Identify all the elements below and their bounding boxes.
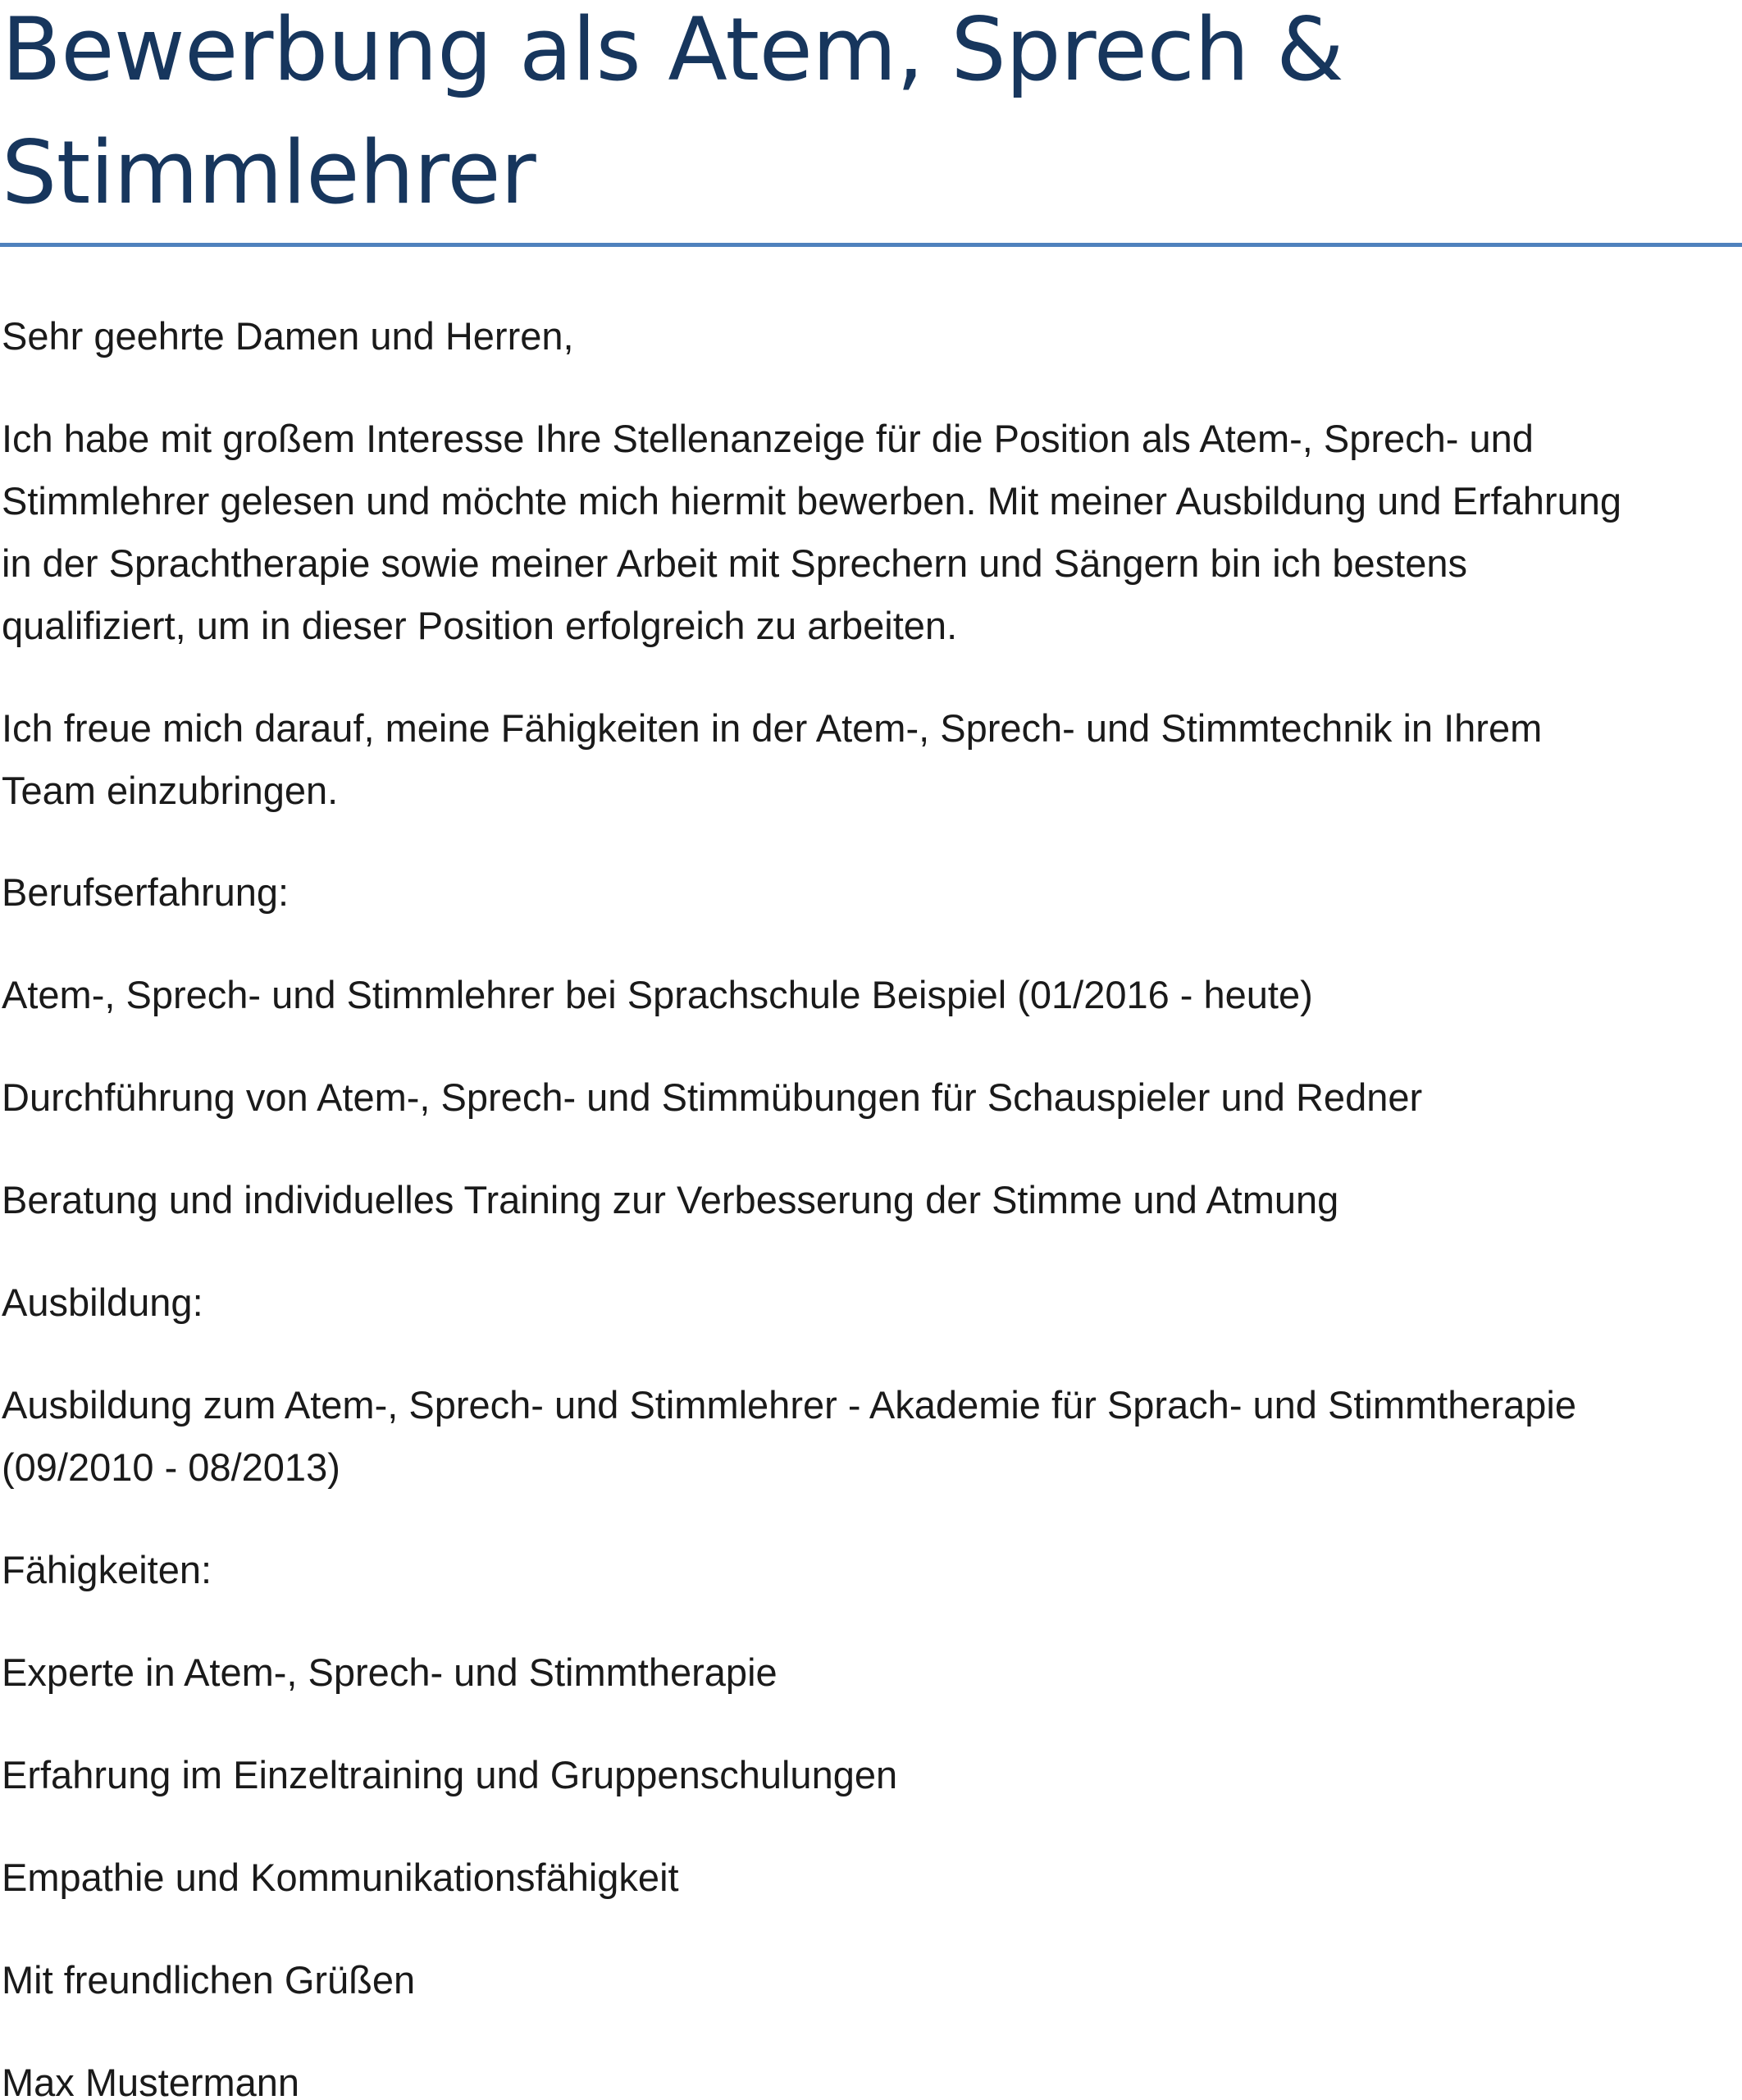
motivation-paragraph bbox=[2, 697, 1739, 822]
title-line-2: Stimmlehrer bbox=[2, 122, 536, 223]
document-title bbox=[2, 0, 1724, 235]
intro-line-3: in der Sprachtherapie sowie meiner Arbeit mit Sprechern und Sängern bin ich bestens bbox=[2, 541, 1468, 585]
salutation: Sehr geehrte Damen und Herren, bbox=[2, 314, 574, 358]
motivation-line-1: Ich freue mich darauf, meine Fähigkeiten in der Atem-, Sprech- und Stimmtechnik in Ihrem bbox=[2, 706, 1543, 750]
experience-item-1: Atem-, Sprech- und Stimmlehrer bei Sprachschule Beispiel (01/2016 - heute) bbox=[2, 973, 1313, 1016]
skills-item-1: Experte in Atem-, Sprech- und Stimmtherapie bbox=[2, 1650, 778, 1694]
title-line-1: Bewerbung als Atem, Sprech & bbox=[2, 0, 1344, 100]
intro-line-4: qualifiziert, um in dieser Position erfolgreich zu arbeiten. bbox=[2, 604, 958, 647]
intro-line-2: Stimmlehrer gelesen und möchte mich hiermit bewerben. Mit meiner Ausbildung und Erfahrung bbox=[2, 479, 1621, 523]
skills-heading: Fähigkeiten: bbox=[2, 1548, 212, 1591]
education-line-2: (09/2010 - 08/2013) bbox=[2, 1445, 340, 1489]
intro-paragraph bbox=[2, 408, 1739, 657]
experience-item-3: Beratung und individuelles Training zur Verbesserung der Stimme und Atmung bbox=[2, 1178, 1339, 1221]
motivation-line-2: Team einzubringen. bbox=[2, 769, 339, 812]
skills-item-2: Erfahrung im Einzeltraining und Gruppenschulungen bbox=[2, 1753, 898, 1796]
signature-name: Max Mustermann bbox=[2, 2061, 300, 2100]
education-line-1: Ausbildung zum Atem-, Sprech- und Stimmlehrer - Akademie für Sprach- und Stimmtherapie bbox=[2, 1383, 1577, 1427]
intro-line-1: Ich habe mit großem Interesse Ihre Stellenanzeige für die Position als Atem-, Sprech- und bbox=[2, 417, 1534, 460]
skills-item-3: Empathie und Kommunikationsfähigkeit bbox=[2, 1856, 679, 1899]
closing-phrase: Mit freundlichen Grüßen bbox=[2, 1958, 416, 2002]
education-paragraph bbox=[2, 1374, 1739, 1499]
education-heading: Ausbildung: bbox=[2, 1281, 203, 1324]
experience-heading: Berufserfahrung: bbox=[2, 870, 290, 914]
title-underline-rule bbox=[0, 243, 1742, 247]
experience-item-2: Durchführung von Atem-, Sprech- und Stimmübungen für Schauspieler und Redner bbox=[2, 1075, 1423, 1119]
